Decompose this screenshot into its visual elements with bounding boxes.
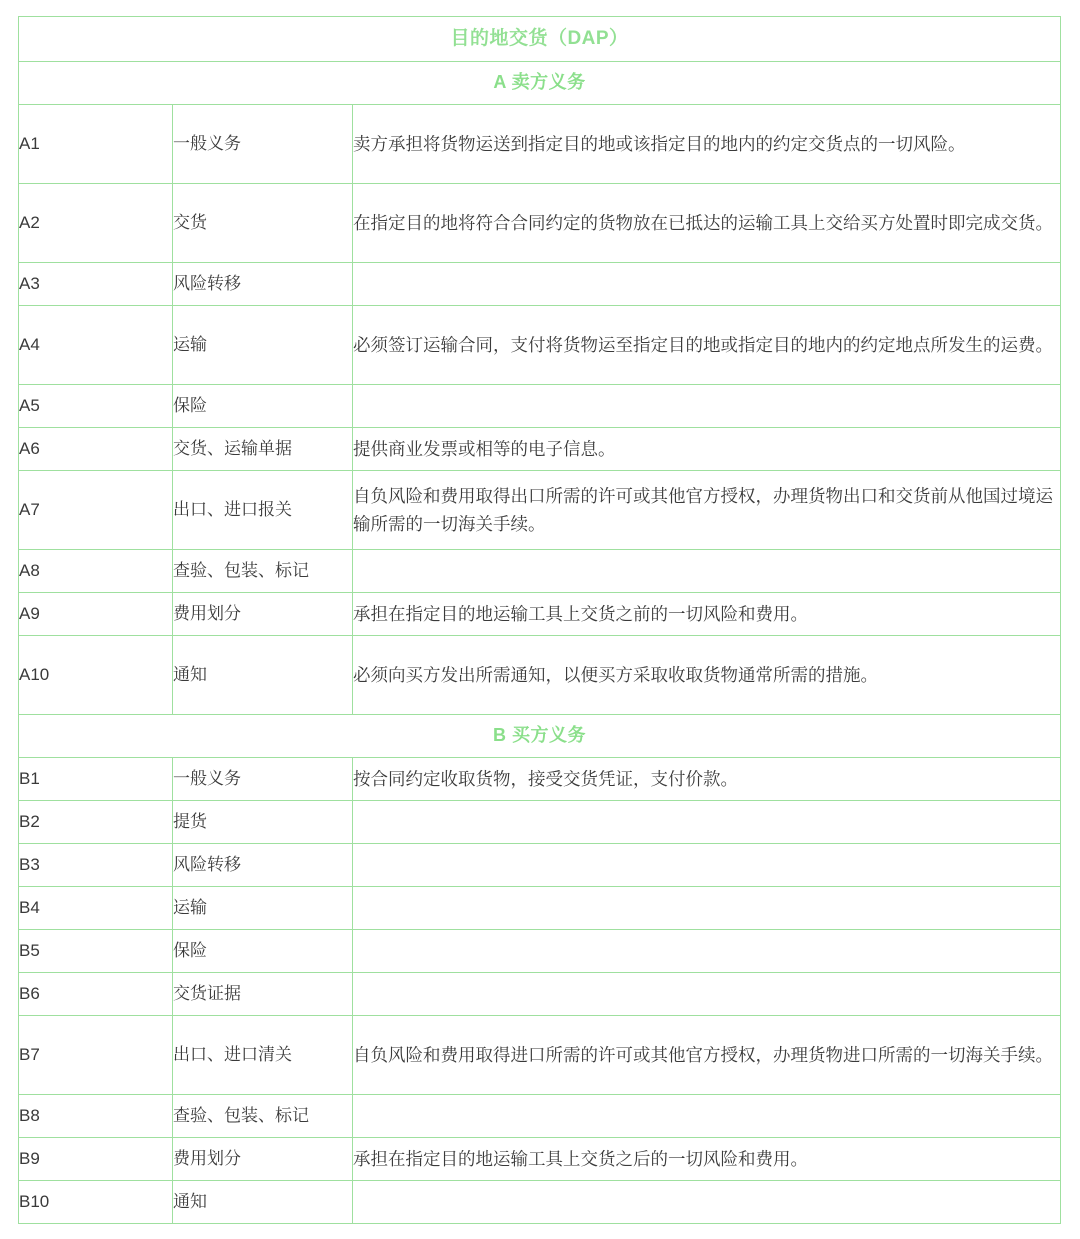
- row-topic-cell: 查验、包装、标记: [173, 1095, 353, 1138]
- row-code-cell: B3: [19, 844, 173, 887]
- row-description-cell: [353, 973, 1061, 1016]
- row-description-cell: 在指定目的地将符合合同约定的货物放在已抵达的运输工具上交给买方处置时即完成交货。: [353, 184, 1061, 263]
- row-topic-cell: 通知: [173, 1181, 353, 1224]
- table-row: [19, 105, 1061, 184]
- row-description-cell: 自负风险和费用取得出口所需的许可或其他官方授权，办理货物出口和交货前从他国过境运输所需的一切海关手续。: [353, 471, 1061, 550]
- table-row: [19, 1138, 1061, 1181]
- row-description-cell: [353, 844, 1061, 887]
- row-code-cell: A5: [19, 385, 173, 428]
- row-description-cell: [353, 887, 1061, 930]
- row-description-cell: 承担在指定目的地运输工具上交货之前的一切风险和费用。: [353, 593, 1061, 636]
- table-row: [19, 1095, 1061, 1138]
- row-topic-cell: 通知: [173, 636, 353, 715]
- section-heading: A 卖方义务: [493, 72, 586, 93]
- row-topic-cell: 一般义务: [173, 758, 353, 801]
- table-row: [19, 263, 1061, 306]
- row-description-cell: [353, 385, 1061, 428]
- table-row: [19, 844, 1061, 887]
- row-code-cell: B7: [19, 1016, 173, 1095]
- table-row: [19, 428, 1061, 471]
- row-topic-cell: 运输: [173, 306, 353, 385]
- row-description-cell: 提供商业发票或相等的电子信息。: [353, 428, 1061, 471]
- row-code-cell: A7: [19, 471, 173, 550]
- table-row: [19, 184, 1061, 263]
- page-title: 目的地交货（DAP）: [450, 27, 629, 49]
- row-code-cell: A9: [19, 593, 173, 636]
- table-row: [19, 887, 1061, 930]
- row-description-cell: [353, 550, 1061, 593]
- row-code-cell: A4: [19, 306, 173, 385]
- row-topic-cell: 保险: [173, 930, 353, 973]
- table-row: [19, 550, 1061, 593]
- table-title-cell: [19, 17, 1061, 62]
- row-topic-cell: 风险转移: [173, 844, 353, 887]
- row-code-cell: A10: [19, 636, 173, 715]
- row-code-cell: B10: [19, 1181, 173, 1224]
- row-topic-cell: 费用划分: [173, 1138, 353, 1181]
- row-description-cell: [353, 930, 1061, 973]
- row-topic-cell: 费用划分: [173, 593, 353, 636]
- table-row: [19, 930, 1061, 973]
- row-code-cell: B8: [19, 1095, 173, 1138]
- row-code-cell: A2: [19, 184, 173, 263]
- incoterms-dap-table: [18, 16, 1061, 1224]
- row-topic-cell: 查验、包装、标记: [173, 550, 353, 593]
- table-body: [19, 17, 1061, 1224]
- row-description-cell: 必须签订运输合同，支付将货物运至指定目的地或指定目的地内的约定地点所发生的运费。: [353, 306, 1061, 385]
- table-row: [19, 306, 1061, 385]
- table-row: [19, 1181, 1061, 1224]
- row-topic-cell: 一般义务: [173, 105, 353, 184]
- section-header-row: [19, 715, 1061, 758]
- row-code-cell: B4: [19, 887, 173, 930]
- row-description-cell: [353, 801, 1061, 844]
- row-description-cell: [353, 1095, 1061, 1138]
- section-header-cell: [19, 715, 1061, 758]
- section-header-row: [19, 62, 1061, 105]
- row-code-cell: B1: [19, 758, 173, 801]
- row-description-cell: 承担在指定目的地运输工具上交货之后的一切风险和费用。: [353, 1138, 1061, 1181]
- row-topic-cell: 保险: [173, 385, 353, 428]
- row-code-cell: A8: [19, 550, 173, 593]
- row-topic-cell: 运输: [173, 887, 353, 930]
- row-code-cell: B5: [19, 930, 173, 973]
- table-title-row: [19, 17, 1061, 62]
- section-heading: B 买方义务: [493, 725, 586, 746]
- table-row: [19, 973, 1061, 1016]
- row-code-cell: B6: [19, 973, 173, 1016]
- table-row: [19, 385, 1061, 428]
- row-description-cell: [353, 1181, 1061, 1224]
- row-topic-cell: 交货证据: [173, 973, 353, 1016]
- table-row: [19, 1016, 1061, 1095]
- row-description-cell: 必须向买方发出所需通知，以便买方采取收取货物通常所需的措施。: [353, 636, 1061, 715]
- row-code-cell: B2: [19, 801, 173, 844]
- row-topic-cell: 交货、运输单据: [173, 428, 353, 471]
- row-code-cell: A6: [19, 428, 173, 471]
- table-row: [19, 471, 1061, 550]
- row-code-cell: B9: [19, 1138, 173, 1181]
- table-row: [19, 758, 1061, 801]
- row-topic-cell: 出口、进口报关: [173, 471, 353, 550]
- row-description-cell: 按合同约定收取货物，接受交货凭证，支付价款。: [353, 758, 1061, 801]
- row-description-cell: 自负风险和费用取得进口所需的许可或其他官方授权，办理货物进口所需的一切海关手续。: [353, 1016, 1061, 1095]
- row-code-cell: A3: [19, 263, 173, 306]
- row-description-cell: [353, 263, 1061, 306]
- row-code-cell: A1: [19, 105, 173, 184]
- row-topic-cell: 出口、进口清关: [173, 1016, 353, 1095]
- table-row: [19, 636, 1061, 715]
- row-topic-cell: 提货: [173, 801, 353, 844]
- table-row: [19, 593, 1061, 636]
- table-row: [19, 801, 1061, 844]
- row-topic-cell: 风险转移: [173, 263, 353, 306]
- section-header-cell: [19, 62, 1061, 105]
- row-description-cell: 卖方承担将货物运送到指定目的地或该指定目的地内的约定交货点的一切风险。: [353, 105, 1061, 184]
- row-topic-cell: 交货: [173, 184, 353, 263]
